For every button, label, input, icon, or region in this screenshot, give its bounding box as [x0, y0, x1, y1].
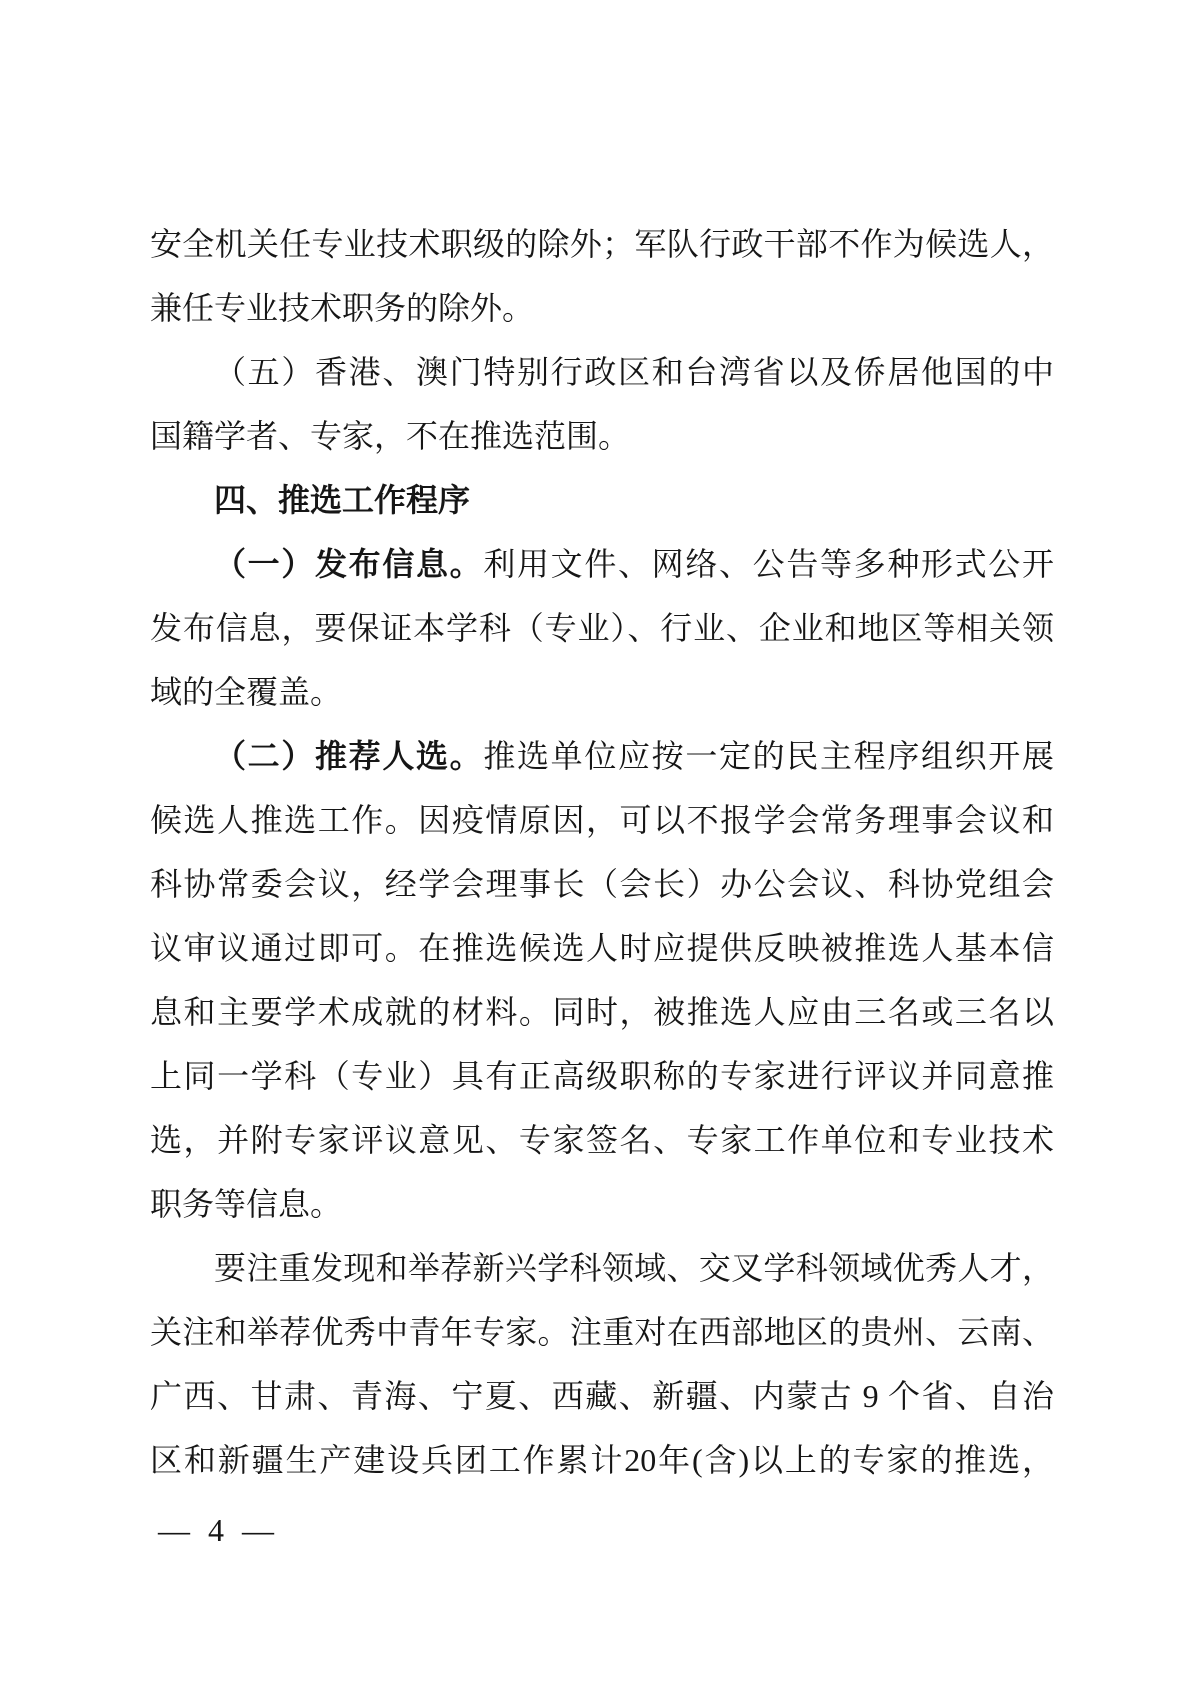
text-line: 职务等信息。 — [150, 1186, 343, 1222]
text-line: 上同一学科（专业）具有正高级职称的专家进行评议并同意推 — [150, 1058, 1054, 1094]
text-line: 国籍学者、专家，不在推选范围。 — [150, 418, 631, 454]
heading-section-4-procedure — [150, 468, 1054, 532]
text-line: （二）推荐人选。推选单位应按一定的民主程序组织开展 — [214, 738, 1054, 774]
text-line: （五）香港、澳门特别行政区和台湾省以及侨居他国的中 — [214, 354, 1054, 390]
text-line: 选，并附专家评议意见、专家签名、专家工作单位和专业技术 — [150, 1122, 1054, 1158]
text-line: 息和主要学术成就的材料。同时，被推选人应由三名或三名以 — [150, 994, 1054, 1030]
text-line: 要注重发现和举荐新兴学科领域、交叉学科领域优秀人才， — [214, 1250, 1054, 1286]
text-line: 兼任专业技术职务的除外。 — [150, 290, 535, 326]
paragraph-item-5-scope-exclusion — [150, 340, 1054, 468]
text-line: 广西、甘肃、青海、宁夏、西藏、新疆、内蒙古 9 个省、自治 — [150, 1378, 1054, 1414]
paragraph-lead-bold: （二）推荐人选。 — [214, 738, 484, 774]
text-line: 科协常委会议，经学会理事长（会长）办公会议、科协党组会 — [150, 866, 1054, 902]
document-body — [150, 212, 1054, 1492]
text-line: 候选人推选工作。因疫情原因，可以不报学会常务理事会议和 — [150, 802, 1054, 838]
paragraph-exclusions-continued — [150, 212, 1054, 340]
paragraph-western-regions-talent — [150, 1236, 1054, 1492]
text-line: 发布信息，要保证本学科（专业）、行业、企业和地区等相关领 — [150, 610, 1054, 646]
text-line: 四、推选工作程序 — [214, 482, 471, 518]
text-line: 区和新疆生产建设兵团工作累计20年(含)以上的专家的推选， — [150, 1442, 1054, 1478]
text-line: 议审议通过即可。在推选候选人时应提供反映被推选人基本信 — [150, 930, 1054, 966]
paragraph-item-1-publish-info — [150, 532, 1054, 724]
text-line: 关注和举荐优秀中青年专家。注重对在西部地区的贵州、云南、 — [150, 1314, 1054, 1350]
paragraph-item-2-recommend-candidates — [150, 724, 1054, 1236]
text-line: 安全机关任专业技术职级的除外；军队行政干部不作为候选人， — [150, 226, 1054, 262]
text-line: （一）发布信息。利用文件、网络、公告等多种形式公开 — [214, 546, 1054, 582]
text-line: 域的全覆盖。 — [150, 674, 343, 710]
paragraph-lead-bold: （一）发布信息。 — [214, 546, 484, 582]
page-number: — 4 — — [158, 1512, 274, 1548]
